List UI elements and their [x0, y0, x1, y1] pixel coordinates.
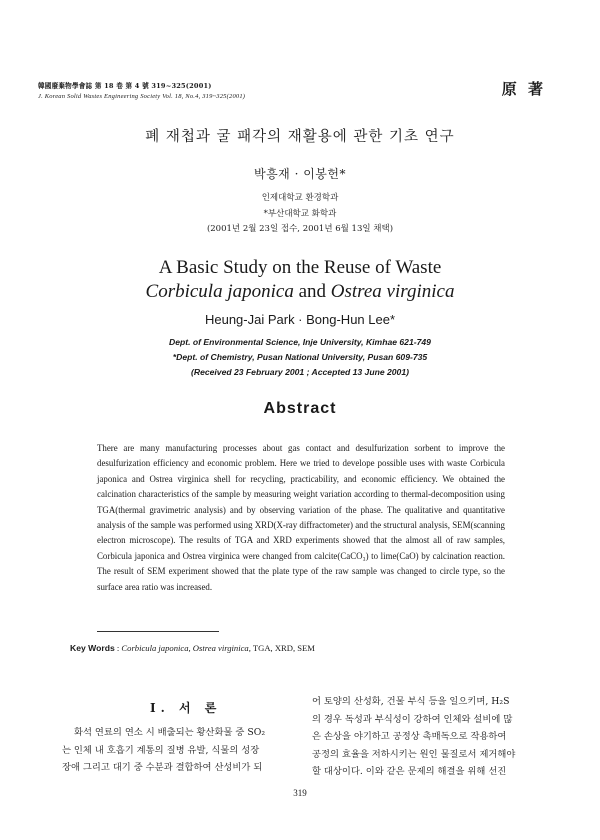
- received-date-english: (Received 23 February 2001 ; Accepted 13 June 2001): [191, 367, 409, 377]
- body-line: 어 토양의 산성화, 건물 부식 등을 일으키며, H₂S: [312, 696, 510, 707]
- body-line: 은 손상을 야기하고 공정상 촉매독으로 작용하여: [312, 731, 507, 742]
- species-name-1: Corbicula japonica: [145, 281, 294, 302]
- body-column-left: [62, 724, 300, 777]
- title-english-line1: A Basic Study on the Reuse of Waste: [158, 257, 442, 278]
- body-line: 는 인체 내 호흡기 계통의 질병 유발, 식물의 성장: [62, 744, 260, 756]
- body-line: 의 경우 독성과 부식성이 강하여 인체와 설비에 많: [312, 713, 513, 725]
- affiliation-english-1: Dept. of Environmental Science, Inje University, Kimhae 621-749: [169, 337, 431, 347]
- species-name-2: Ostrea virginica: [330, 281, 455, 302]
- title-english-line2: [0, 281, 600, 303]
- journal-header-en: J. Korean Solid Wastes Engineering Society Vol. 18, No.4, 319~325(2001): [38, 93, 246, 100]
- authors-korean: 박흥재 · 이봉헌*: [254, 167, 346, 181]
- body-line: 할 대상이다. 이와 같은 문제의 해결을 위해 선진: [312, 766, 507, 777]
- keywords: Key Words : Corbicula japonica, Ostrea virginica, TGA, XRD, SEM: [70, 643, 315, 653]
- affiliation-english-2: *Dept. of Chemistry, Pusan National University, Pusan 609-735: [172, 352, 428, 362]
- article-type-badge: 原 著: [501, 80, 546, 98]
- authors-english: Heung-Jai Park · Bong-Hun Lee*: [204, 312, 396, 327]
- journal-header-kr: 韓國廢棄物學會誌 第 18 卷 第 4 號 319~325(2001): [38, 82, 212, 90]
- keywords-species: Corbicula japonica, Ostrea virginica,: [121, 643, 251, 653]
- body-line: 화석 연료의 연소 시 배출되는 황산화물 중 SO₂: [74, 727, 266, 738]
- page-number: 319: [293, 788, 307, 798]
- body-line: 장애 그리고 대기 중 수분과 결합하여 산성비가 되: [62, 762, 263, 773]
- affiliation-korean-1: 인제대학교 환경학과: [261, 193, 339, 203]
- body-line: 공정의 효율을 저하시키는 원인 물질로서 제거해야: [312, 748, 516, 760]
- keywords-label: Key Words: [70, 643, 115, 653]
- affiliation-korean-2: *부산대학교 화학과: [263, 209, 337, 219]
- received-date-korean: (2001년 2월 23일 접수, 2001년 6월 13일 채택): [206, 224, 394, 234]
- abstract-heading: Abstract: [263, 400, 337, 417]
- title-korean: 폐 재첩과 굴 패각의 재활용에 관한 기초 연구: [145, 129, 455, 145]
- body-column-right: [312, 693, 544, 781]
- abstract-text: There are many manufacturing processes about gas contact and desulfurization sorbent to improve the desulfurization efficiency and economic problem. Here we tried to develope possible uses with waste Corbicula japonica and Ostrea virginica shell for recycling, practicability, and economic efficiency. We obtained the calcination characteristics of the sample by measuring weight variation according to thermal-decomposition using TGA(thermal gravimetric analysis) and by observing variation of the phase. The qualitative and quantitative analysis of the sample was performed using XRD(X-ray diffractometer) and the structural analysis, SEM(scanning electron microscope). The results of TGA and XRD experiments showed that the almost all of raw samples, Corbicula japonica and Ostrea virginica were changed from calcite(CaCO₃) to lime(CaO) by calcination reaction. The result of SEM experiment showed that the plate type of the raw sample was changed to circle type, so the surface area ratio was increased.: [97, 443, 505, 592]
- title-conjunction: and: [293, 281, 331, 302]
- keywords-divider: [97, 631, 219, 632]
- keywords-methods: TGA, XRD, SEM: [250, 643, 315, 653]
- section-title-introduction: Ⅰ. 서 론: [150, 701, 222, 715]
